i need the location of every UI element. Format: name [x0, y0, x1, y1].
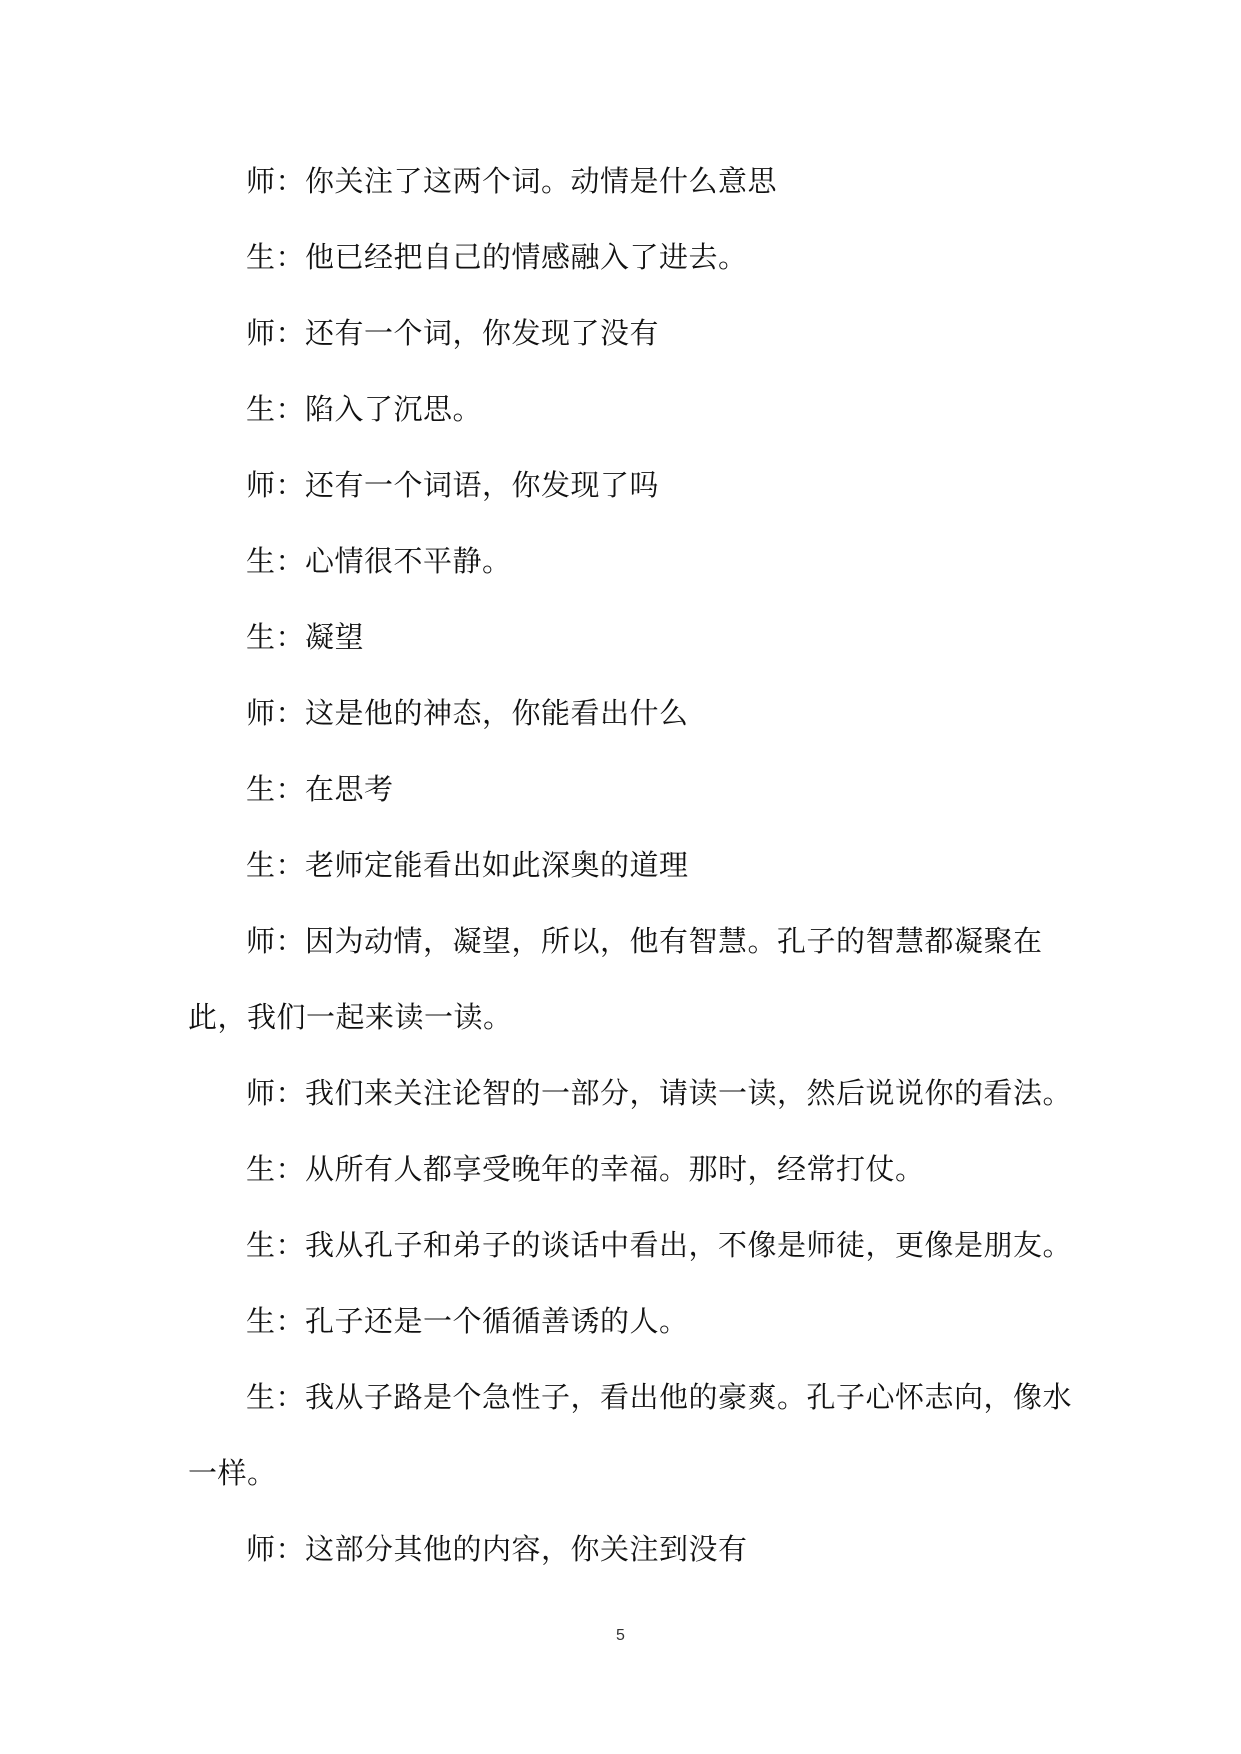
paragraph: 师：这是他的神态，你能看出什么: [246, 696, 689, 730]
paragraph: 生：老师定能看出如此深奥的道理: [246, 848, 689, 882]
paragraph: 生：我从孔子和弟子的谈话中看出，不像是师徒，更像是朋友。: [246, 1228, 1073, 1262]
paragraph: 生：凝望: [246, 620, 365, 654]
paragraph: 师：还有一个词，你发现了没有: [246, 316, 660, 350]
paragraph: 师：我们来关注论智的一部分，请读一读，然后说说你的看法。: [246, 1076, 1073, 1110]
paragraph: 生：他已经把自己的情感融入了进去。: [246, 240, 748, 274]
paragraph: 师：因为动情，凝望，所以，他有智慧。孔子的智慧都凝聚在此，我们一起来读一读。: [188, 924, 1043, 1034]
paragraph: 生：陷入了沉思。: [246, 392, 483, 426]
paragraph: 生：从所有人都享受晚年的幸福。那时，经常打仗。: [246, 1152, 925, 1186]
paragraph: 师：你关注了这两个词。动情是什么意思: [246, 164, 778, 198]
paragraph: 师：这部分其他的内容，你关注到没有: [246, 1532, 748, 1566]
paragraph: 生：我从子路是个急性子，看出他的豪爽。孔子心怀志向，像水一样。: [188, 1380, 1073, 1490]
paragraph: 师：还有一个词语，你发现了吗: [246, 468, 660, 502]
paragraph: 生：孔子还是一个循循善诱的人。: [246, 1304, 689, 1338]
paragraph: 生：在思考: [246, 772, 394, 806]
page-number: 5: [616, 1627, 625, 1644]
paragraph: 生：心情很不平静。: [246, 544, 512, 578]
document-body: [188, 143, 1073, 1587]
